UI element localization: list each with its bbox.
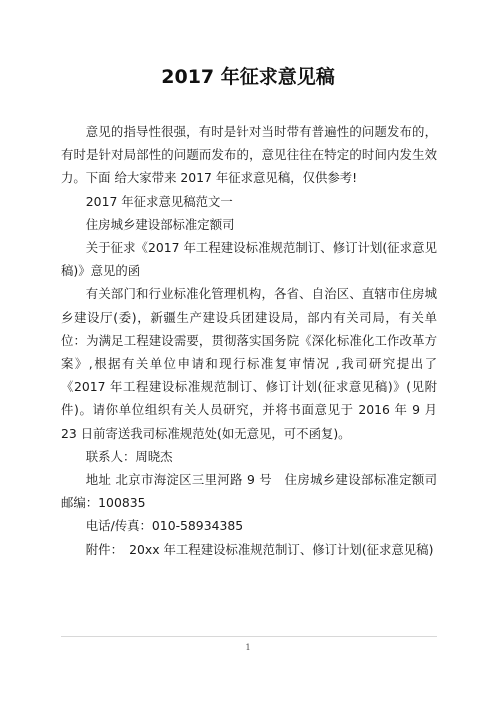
phone-fax-line: 电话/传真：010-58934385 — [85, 518, 244, 534]
document-title: 2017 年征求意见稿 — [161, 66, 335, 88]
address-line: 地址 北京市海淀区三里河路 9 号 住房城乡建设部标准定额司 邮编：100835 — [61, 472, 437, 511]
document-body — [61, 120, 437, 561]
letter-body-paragraph: 有关部门和行业标准化管理机构，各省、自治区、直辖市住房城乡建设厅(委)，新疆生产建设兵团建设局，部内有关司局，有关单位：为满足工程建设需要，贯彻落实国务院《深化标准化工作改革方案》,根据有关单位申请和现行标准复审情况 ,我司研究提出了《2017 年工程建设标准规范制订、修订计划(征求意见稿)》(见附件)。请你单位组织有关人员研究，并将书面意见于 2016 年 9 月 23 日前寄送我司标准规范处(如无意见，可不函复)。 — [61, 286, 437, 441]
sample-heading: 2017 年征求意见稿范文一 — [85, 193, 233, 209]
footer-divider — [61, 636, 437, 637]
attachment-line: 附件： 20xx 年工程建设标准规范制订、修订计划(征求意见稿) — [85, 541, 434, 557]
issuing-department: 住房城乡建设部标准定额司 — [85, 216, 235, 232]
letter-subject: 关于征求《2017 年工程建设标准规范制订、修订计划(征求意见稿)》意见的函 — [61, 240, 437, 279]
contact-person: 联系人：周晓杰 — [85, 448, 173, 464]
intro-paragraph: 意见的指导性很强，有时是针对当时带有普遍性的问题发布的，有时是针对局部性的问题而发布的，意见往往在特定的时间内发生效力。下面 给大家带来 2017 年征求意见稿，仅供参考! — [61, 124, 437, 186]
page-number: 1 — [245, 643, 251, 652]
